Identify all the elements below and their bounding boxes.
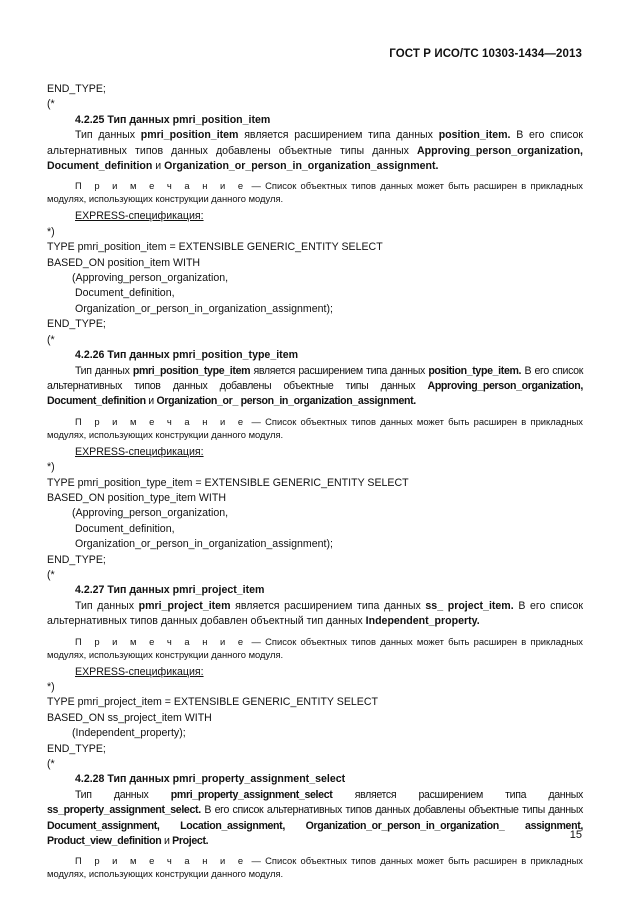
code-line: Organization_or_person_in_organization_assignment); — [75, 302, 333, 315]
code-line: END_TYPE; — [47, 83, 106, 95]
note: П р и м е ч а н и е — Список объектных типов данных может быть расширен в прикладных модулях, использующих конструкции данного модуля. — [47, 635, 583, 660]
page-number: 15 — [569, 829, 582, 841]
section-paragraph: Тип данных pmri_property_assignment_select является расширением типа данных ss_property_assignment_select. В его список альтернативных типов данных добавлены объектные типы данных Document_assignment, Location_assignment, Organization_or_person_in_organization_ assignment, Product_view_definition и Project. — [47, 788, 584, 848]
code-line: (* — [47, 333, 55, 346]
section-heading: 4.2.25 Тип данных pmri_position_item — [75, 113, 271, 126]
code-line: END_TYPE; — [47, 742, 106, 755]
note: П р и м е ч а н и е — Список объектных типов данных может быть расширен в прикладных модулях, использующих конструкции данного модуля. — [47, 855, 583, 880]
code-line: TYPE pmri_position_type_item = EXTENSIBLE GENERIC_ENTITY SELECT — [47, 476, 409, 489]
code-line: BASED_ON position_item WITH — [47, 256, 201, 269]
code-line: (* — [47, 98, 55, 111]
code-line: (Approving_person_organization, — [72, 507, 229, 520]
code-line: BASED_ON ss_project_item WITH — [47, 711, 212, 724]
code-line: *) — [47, 461, 55, 474]
code-line: *) — [47, 225, 55, 238]
code-line: (* — [47, 568, 55, 581]
document-header: ГОСТ Р ИСО/ТС 10303-1434—2013 — [389, 48, 582, 60]
note: П р и м е ч а н и е — Список объектных типов данных может быть расширен в прикладных модулях, использующих конструкции данного модуля. — [47, 415, 583, 440]
section-heading: 4.2.28 Тип данных pmri_property_assignment_select — [75, 773, 346, 786]
code-line: (Approving_person_organization, — [72, 272, 229, 285]
note: П р и м е ч а н и е — Список объектных типов данных может быть расширен в прикладных модулях, использующих конструкции данного модуля. — [47, 180, 583, 205]
express-spec-label: EXPRESS-спецификация: — [75, 210, 204, 223]
section-heading: 4.2.26 Тип данных pmri_position_type_item — [75, 349, 299, 362]
code-line: *) — [47, 681, 55, 693]
section-heading: 4.2.27 Тип данных pmri_project_item — [75, 584, 265, 597]
code-line: Document_definition, — [75, 522, 175, 535]
code-line: TYPE pmri_project_item = EXTENSIBLE GENERIC_ENTITY SELECT — [47, 696, 378, 709]
code-line: END_TYPE; — [47, 553, 106, 566]
section-paragraph: Тип данных pmri_position_item является расширением типа данных position_item. В его список альтернативных типов данных добавлены объектные типы данных Approving_person_organization, Document_definition и Organization_or_person_in_organization_assignment. — [47, 129, 583, 173]
express-spec-label: EXPRESS-спецификация: — [75, 665, 204, 678]
code-line: END_TYPE; — [47, 318, 106, 331]
code-line: BASED_ON position_type_item WITH — [47, 491, 226, 504]
code-line: (Independent_property); — [72, 727, 186, 740]
section-paragraph: Тип данных pmri_position_type_item является расширением типа данных position_type_item. В его список альтернативных типов данных добавлены объектные типы данных Approving_person_organization, Document_definition и Organization_or_ person_in_organization_assignment. — [47, 364, 583, 408]
code-line: TYPE pmri_position_item = EXTENSIBLE GENERIC_ENTITY SELECT — [47, 241, 383, 254]
code-line: (* — [47, 758, 55, 771]
section-paragraph: Тип данных pmri_project_item является расширением типа данных ss_ project_item. В его список альтернативных типов данных добавлен объектный тип данных Independent_property. — [47, 599, 583, 628]
code-line: Organization_or_person_in_organization_assignment); — [75, 538, 333, 551]
page-content — [47, 82, 583, 884]
express-spec-label: EXPRESS-спецификация: — [75, 445, 204, 458]
code-line: Document_definition, — [75, 287, 175, 300]
